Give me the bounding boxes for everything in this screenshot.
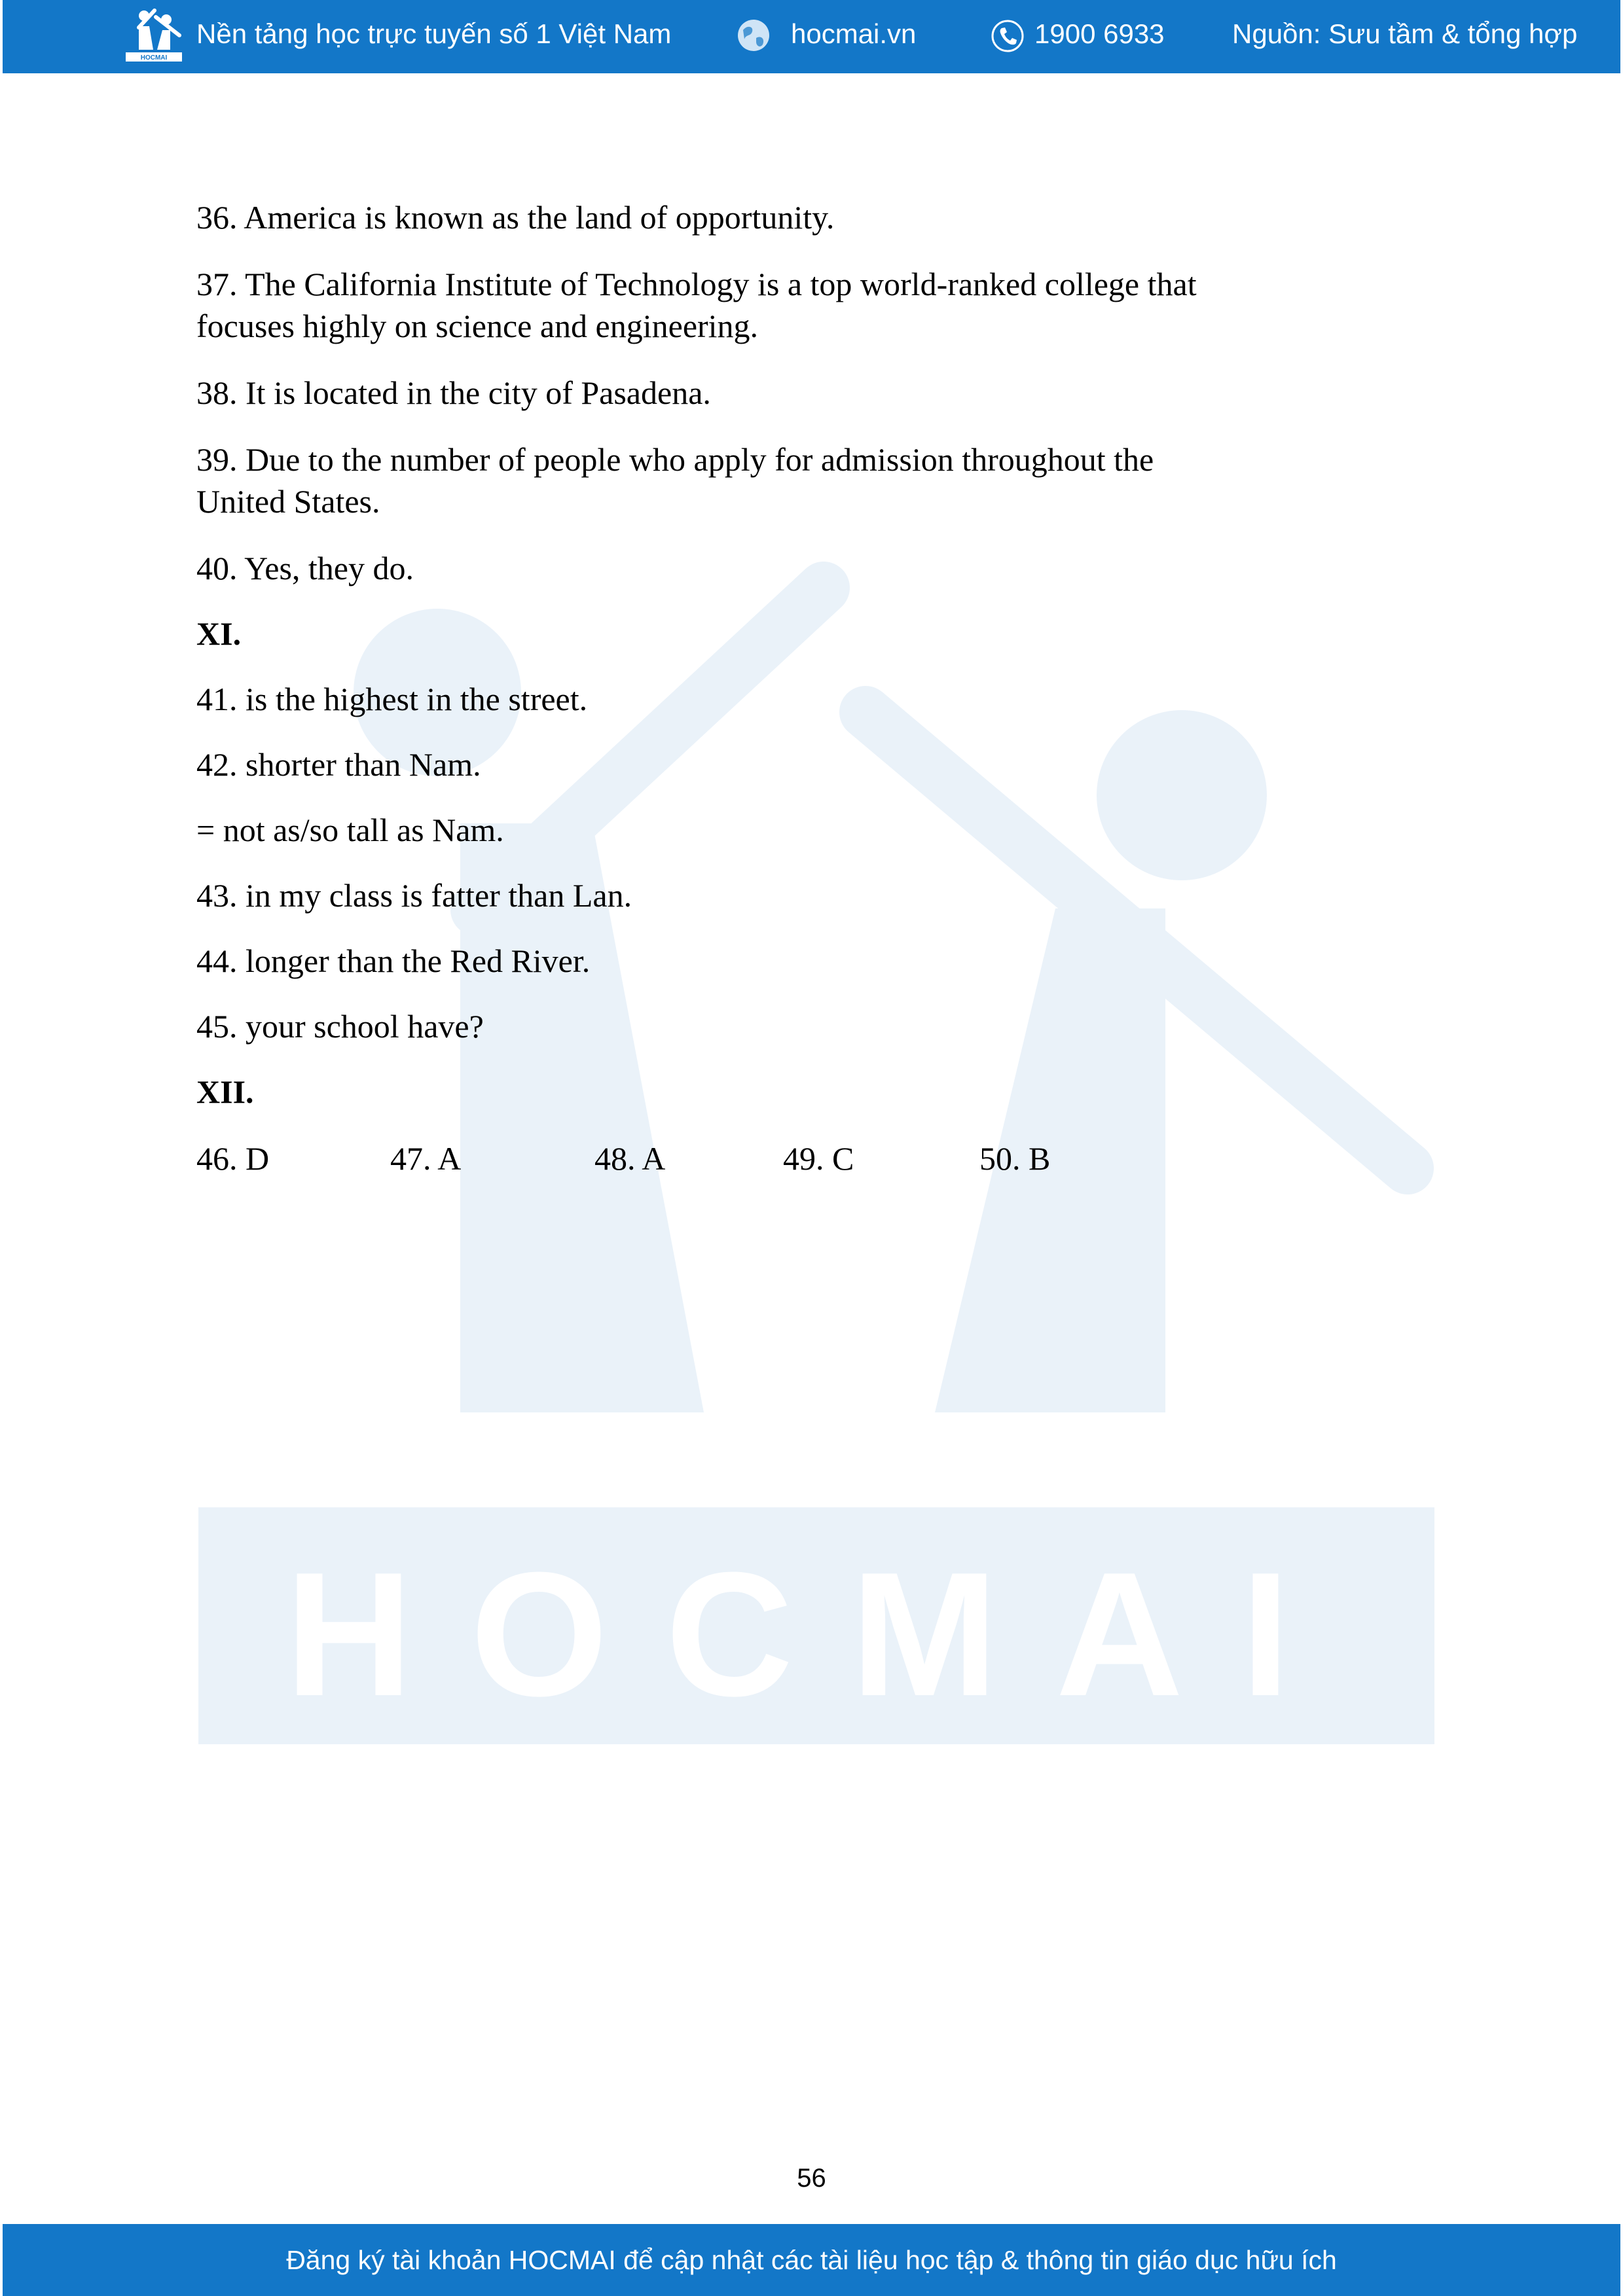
answer-39-line-1: 39. Due to the number of people who apply for admission throughout the — [196, 441, 1154, 478]
answer-37-line-1: 37. The California Institute of Technology is a top world-ranked college that — [196, 266, 1197, 302]
page-number: 56 — [797, 2164, 826, 2193]
mc-answer-47: 47. A — [390, 1140, 462, 1177]
footer-text[interactable]: Đăng ký tài khoản HOCMAI để cập nhật các tài liệu học tập & thông tin giáo dục hữu ích — [286, 2244, 1337, 2275]
globe-icon — [737, 18, 771, 52]
mc-answer-48: 48. A — [594, 1140, 666, 1177]
answer-41: 41. is the highest in the street. — [196, 681, 588, 717]
watermark-text: HOCMAI — [285, 1536, 1348, 1733]
header-phone: 1900 6933 — [1034, 18, 1165, 49]
phone-icon — [990, 18, 1025, 54]
footer-banner — [3, 2224, 1620, 2296]
answer-43: 43. in my class is fatter than Lan. — [196, 877, 632, 914]
answer-36: 36. America is known as the land of opportunity. — [196, 199, 835, 236]
section-heading-xii: XII. — [196, 1073, 254, 1110]
hocmai-logo-icon — [124, 7, 183, 63]
answer-44: 44. longer than the Red River. — [196, 942, 591, 979]
top-banner — [3, 0, 1620, 73]
answer-40: 40. Yes, they do. — [196, 550, 414, 586]
header-tagline: Nền tảng học trực tuyến số 1 Việt Nam — [196, 18, 672, 49]
answer-37-line-2: focuses highly on science and engineering. — [196, 308, 759, 344]
mc-answer-46: 46. D — [196, 1140, 270, 1177]
answer-42-alternative: = not as/so tall as Nam. — [196, 812, 504, 848]
section-heading-xi: XI. — [196, 615, 242, 652]
answer-39-line-2: United States. — [196, 483, 380, 520]
answer-42: 42. shorter than Nam. — [196, 746, 481, 783]
logo-text: HOCMAI — [140, 54, 168, 62]
answer-45: 45. your school have? — [196, 1008, 484, 1045]
mc-answer-49: 49. C — [783, 1140, 854, 1177]
answer-38: 38. It is located in the city of Pasadena. — [196, 374, 711, 411]
mc-answer-50: 50. B — [979, 1140, 1051, 1177]
header-source: Nguồn: Sưu tầm & tổng hợp — [1232, 18, 1578, 49]
header-website-link[interactable]: hocmai.vn — [791, 18, 917, 49]
